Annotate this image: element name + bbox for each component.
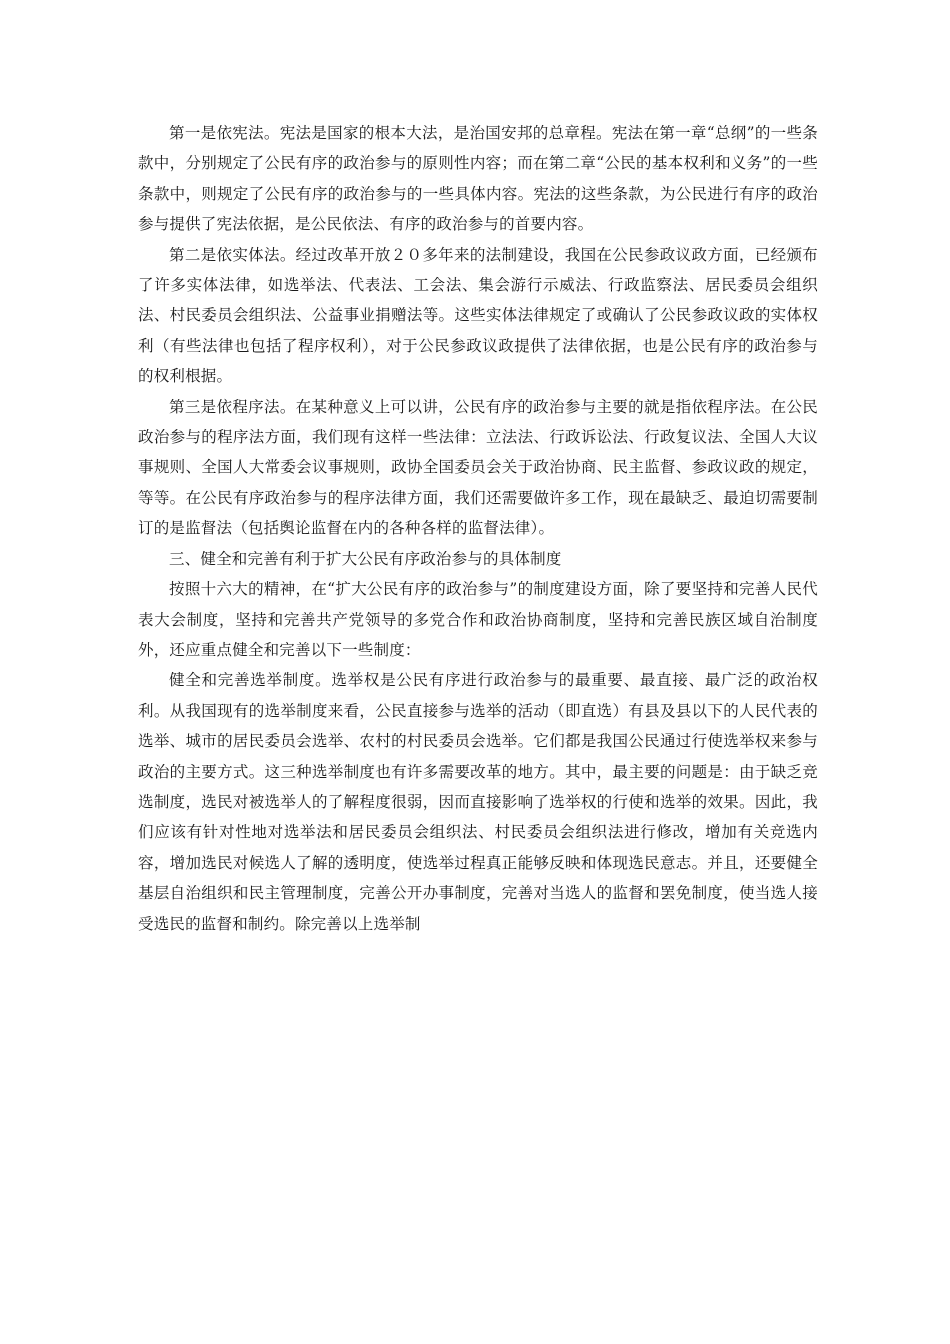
paragraph-substantive-law: 第二是依实体法。经过改革开放２０多年来的法制建设，我国在公民参政议政方面，已经颁布了许多实体法律，如选举法、代表法、工会法、集会游行示威法、行政监察法、居民委员会组织法、村民委员会组织法、公益事业捐赠法等。这些实体法律规定了或确认了公民参政议政的实体权利（有些法律也包括了程序权利），对于公民参政议政提供了法律依据，也是公民有序的政治参与的权利根据。 xyxy=(138,245,818,386)
paragraph-election-system: 健全和完善选举制度。选举权是公民有序进行政治参与的最重要、最直接、最广泛的政治权利。从我国现有的选举制度来看，公民直接参与选举的活动（即直选）有县及县以下的人民代表的选举、城市的居民委员会选举、农村的村民委员会选举。它们都是我国公民通过行使选举权来参与政治的主要方式。这三种选举制度也有许多需要改革的地方。其中，最主要的问题是：由于缺乏竞选制度，选民对被选举人的了解程度很弱，因而直接影响了选举权的行使和选举的效果。因此，我们应该有针对性地对选举法和居民委员会组织法、村民委员会组织法进行修改，增加有关竞选内容，增加选民对候选人了解的透明度，使选举过程真正能够反映和体现选民意志。并且，还要健全基层自治组织和民主管理制度，完善公开办事制度，完善对当选人的监督和罢免制度，使当选人接受选民的监督和制约。除完善以上选举制 xyxy=(138,671,818,933)
paragraph-constitution: 第一是依宪法。宪法是国家的根本大法，是治国安邦的总章程。宪法在第一章“总纲”的一些条款中，分别规定了公民有序的政治参与的原则性内容；而在第二章“公民的基本权利和义务”的一些条款中，则规定了公民有序的政治参与的一些具体内容。宪法的这些条款，为公民进行有序的政治参与提供了宪法依据，是公民依法、有序的政治参与的首要内容。 xyxy=(138,124,818,234)
paragraph-procedural-law: 第三是依程序法。在某种意义上可以讲，公民有序的政治参与主要的就是指依程序法。在公民政治参与的程序法方面，我们现有这样一些法律：立法法、行政诉讼法、行政复议法、全国人大议事规则、全国人大常委会议事规则，政协全国委员会关于政治协商、民主监督、参政议政的规定，等等。在公民有序政治参与的程序法律方面，我们还需要做许多工作，现在最缺乏、最迫切需要制订的是监督法（包括舆论监督在内的各种各样的监督法律）。 xyxy=(138,397,818,538)
document-page xyxy=(138,118,818,939)
paragraph-sixteenth-congress: 按照十六大的精神，在“扩大公民有序的政治参与”的制度建设方面，除了要坚持和完善人民代表大会制度，坚持和完善共产党领导的多党合作和政治协商制度，坚持和完善民族区域自治制度外，还应重点健全和完善以下一些制度： xyxy=(138,580,818,659)
section-heading: 三、健全和完善有利于扩大公民有序政治参与的具体制度 xyxy=(169,549,562,568)
